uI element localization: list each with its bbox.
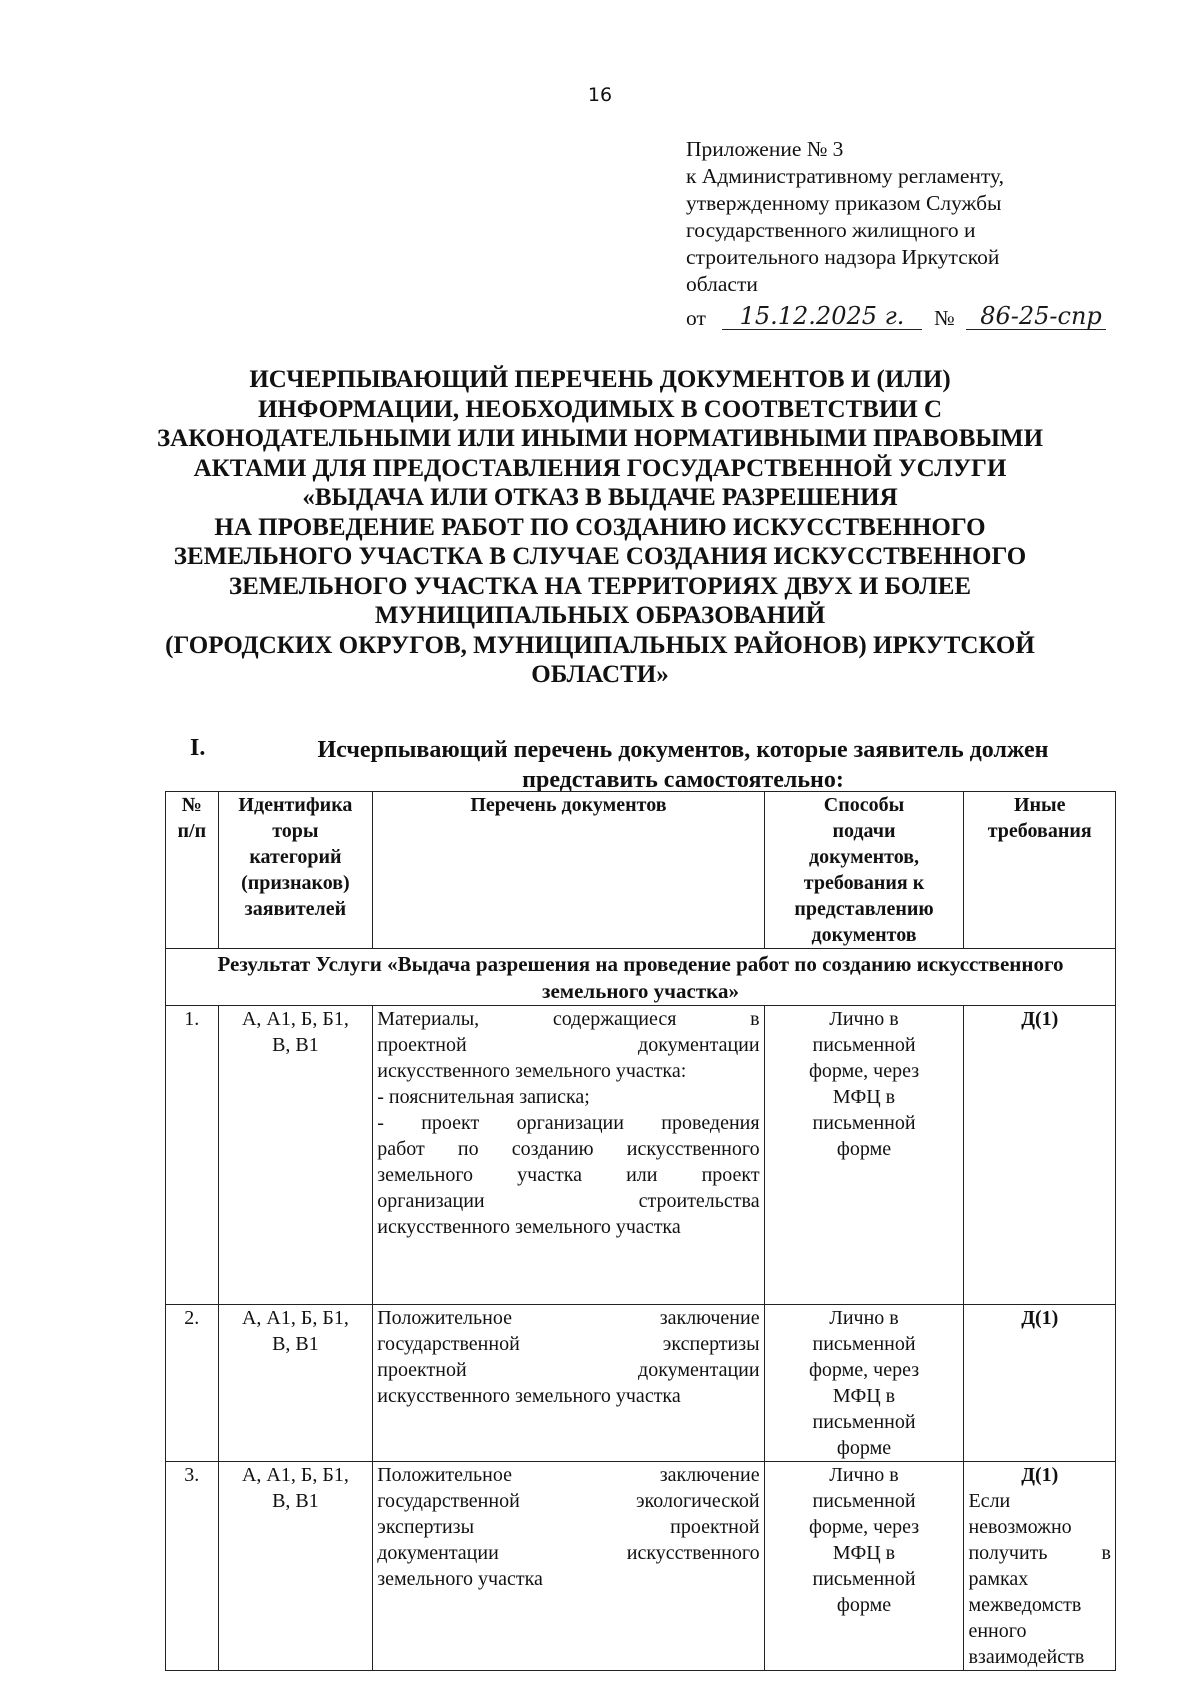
header-documents	[373, 792, 764, 949]
number-underline	[966, 329, 1106, 330]
header-line: Иные	[1013, 794, 1066, 816]
row-documents-cell	[373, 1462, 764, 1671]
title-line: ИНФОРМАЦИИ, НЕОБХОДИМЫХ В СООТВЕТСТВИИ С	[257, 395, 943, 423]
header-categories	[218, 792, 373, 949]
table-row	[166, 1006, 1116, 1305]
method-line: письменной	[812, 1112, 916, 1134]
header-line: заявителей	[244, 898, 347, 920]
header-methods	[764, 792, 964, 949]
header-line: документов	[811, 924, 917, 946]
document-line: искусственного земельного участка:	[377, 1060, 687, 1082]
row-requirements-cell	[964, 1462, 1116, 1671]
documents-table	[165, 791, 1116, 1671]
document-line: экспертизы проектной	[377, 1516, 760, 1538]
document-line: проектной документации	[377, 1359, 760, 1381]
section-title: Исчерпывающий перечень документов, которые заявитель должен представить самостоятельно:	[317, 737, 1049, 793]
row-categories-cell	[218, 1006, 373, 1305]
category-line: А, А1, Б, Б1,	[241, 1464, 349, 1486]
method-line: МФЦ в	[832, 1086, 896, 1108]
method-line: форме	[836, 1138, 892, 1160]
header-line: требования	[987, 820, 1092, 842]
row-requirements-cell	[964, 1305, 1116, 1462]
table-row	[166, 1305, 1116, 1462]
category-line: В, В1	[272, 1333, 319, 1355]
requirement-code: Д(1)	[1021, 1464, 1059, 1486]
title-line: АКТАМИ ДЛЯ ПРЕДОСТАВЛЕНИЯ ГОСУДАРСТВЕННОЙ УСЛУГИ	[193, 454, 1007, 482]
method-line: форме, через	[808, 1516, 920, 1538]
requirement-code: Д(1)	[1021, 1008, 1059, 1030]
document-line: - пояснительная записка;	[377, 1086, 590, 1108]
appendix-line: Приложение № 3	[686, 137, 844, 161]
method-line: письменной	[812, 1490, 916, 1512]
document-line: - проект организации проведения	[377, 1112, 760, 1134]
row-documents-cell	[373, 1006, 764, 1305]
appendix-line: области	[686, 272, 758, 296]
requirement-note-line: межведомств	[968, 1594, 1082, 1616]
title-line: НА ПРОВЕДЕНИЕ РАБОТ ПО СОЗДАНИЮ ИСКУССТВЕННОГО	[214, 513, 986, 541]
header-line: категорий	[249, 846, 342, 868]
document-line: проектной документации	[377, 1034, 760, 1056]
header-other-requirements	[964, 792, 1116, 949]
header-line: торы	[272, 820, 319, 842]
handwritten-order-number: 86-25-спр	[980, 302, 1102, 330]
header-line: Идентифика	[238, 794, 353, 816]
header-line: требования к	[803, 872, 925, 894]
category-line: В, В1	[272, 1490, 319, 1512]
header-num	[166, 792, 219, 949]
appendix-line: к Административному регламенту,	[686, 164, 1005, 188]
row-number-cell: 1.	[166, 1006, 219, 1305]
row-methods-cell	[764, 1006, 964, 1305]
title-line: ОБЛАСТИ»	[531, 661, 669, 688]
title-line: ИСЧЕРПЫВАЮЩИЙ ПЕРЕЧЕНЬ ДОКУМЕНТОВ И (ИЛИ)	[249, 366, 951, 393]
order-date-number-line	[686, 302, 1106, 336]
document-line: работ по созданию искусственного	[377, 1138, 760, 1160]
title-line: МУНИЦИПАЛЬНЫХ ОБРАЗОВАНИЙ	[374, 602, 826, 629]
row-methods-cell	[764, 1305, 964, 1462]
category-line: А, А1, Б, Б1,	[241, 1307, 349, 1329]
result-row	[166, 949, 1116, 1006]
document-line: Положительное заключение	[377, 1464, 760, 1486]
header-line: Перечень документов	[470, 794, 667, 816]
requirement-note-line: взаимодейств	[968, 1646, 1085, 1668]
row-requirements-cell	[964, 1006, 1116, 1305]
method-line: письменной	[812, 1034, 916, 1056]
requirement-code: Д(1)	[1021, 1307, 1059, 1329]
table-header-row	[166, 792, 1116, 949]
requirement-note-line: Если	[968, 1490, 1011, 1512]
table-row	[166, 1462, 1116, 1671]
category-line: В, В1	[272, 1034, 319, 1056]
from-label: от	[686, 306, 706, 330]
document-line: Материалы, содержащиеся в	[377, 1008, 760, 1030]
row-categories-cell	[218, 1305, 373, 1462]
row-categories-cell	[218, 1462, 373, 1671]
document-line: земельного участка	[377, 1568, 543, 1590]
date-underline	[722, 329, 922, 330]
title-line: ЗАКОНОДАТЕЛЬНЫМИ ИЛИ ИНЫМИ НОРМАТИВНЫМИ ПРАВОВЫМИ	[156, 425, 1044, 452]
page-number: 16	[587, 84, 613, 106]
method-line: форме	[836, 1594, 892, 1616]
appendix-line: утвержденному приказом Службы	[686, 191, 1002, 215]
method-line: письменной	[812, 1568, 916, 1590]
method-line: Лично в	[829, 1008, 899, 1030]
title-line: ЗЕМЕЛЬНОГО УЧАСТКА В СЛУЧАЕ СОЗДАНИЯ ИСКУССТВЕННОГО	[173, 543, 1027, 570]
document-line: искусственного земельного участка	[377, 1385, 681, 1407]
appendix-line: строительного надзора Иркутской	[686, 245, 1000, 269]
row-methods-cell	[764, 1462, 964, 1671]
header-line: №	[181, 794, 202, 816]
header-line: Способы	[823, 794, 905, 816]
requirement-note-line: невозможно	[968, 1516, 1072, 1538]
method-line: Лично в	[829, 1464, 899, 1486]
method-line: МФЦ в	[832, 1542, 896, 1564]
header-line: (признаков)	[241, 872, 350, 894]
header-line: документов,	[809, 846, 920, 868]
handwritten-date: 15.12.2025 г.	[739, 302, 905, 330]
section-number: I.	[190, 735, 206, 761]
requirement-note-line: получить в	[968, 1542, 1111, 1564]
document-line: земельного участка или проект	[377, 1164, 760, 1186]
row-number-cell: 2.	[166, 1305, 219, 1462]
document-line: государственной экспертизы	[377, 1333, 760, 1355]
result-cell: Результат Услуги «Выдача разрешения на проведение работ по созданию искусственного земельного участка»	[166, 949, 1116, 1006]
method-line: письменной	[812, 1411, 916, 1433]
document-line: Положительное заключение	[377, 1307, 760, 1329]
appendix-block	[686, 136, 1126, 298]
header-line: подачи	[832, 820, 896, 842]
header-line: п/п	[177, 820, 207, 842]
method-line: письменной	[812, 1333, 916, 1355]
document-line: документации искусственного	[377, 1542, 760, 1564]
appendix-line: государственного жилищного и	[686, 218, 976, 242]
requirement-note-line: рамках	[968, 1568, 1029, 1590]
document-line: государственной экологической	[377, 1490, 760, 1512]
method-line: форме	[836, 1437, 892, 1459]
title-line: (ГОРОДСКИХ ОКРУГОВ, МУНИЦИПАЛЬНЫХ РАЙОНОВ) ИРКУТСКОЙ	[165, 631, 1035, 659]
method-line: МФЦ в	[832, 1385, 896, 1407]
title-line: ЗЕМЕЛЬНОГО УЧАСТКА НА ТЕРРИТОРИЯХ ДВУХ И БОЛЕЕ	[228, 572, 972, 600]
method-line: форме, через	[808, 1359, 920, 1381]
title-line: «ВЫДАЧА ИЛИ ОТКАЗ В ВЫДАЧЕ РАЗРЕШЕНИЯ	[302, 484, 898, 511]
header-line: представлению	[794, 898, 934, 920]
requirement-note-line: енного	[968, 1620, 1027, 1642]
document-title	[120, 365, 1080, 690]
row-number-cell: 3.	[166, 1462, 219, 1671]
row-documents-cell	[373, 1305, 764, 1462]
document-line: искусственного земельного участка	[377, 1216, 681, 1238]
method-line: Лично в	[829, 1307, 899, 1329]
category-line: А, А1, Б, Б1,	[241, 1008, 349, 1030]
document-line: организации строительства	[377, 1190, 760, 1212]
number-label: №	[934, 306, 955, 330]
method-line: форме, через	[808, 1060, 920, 1082]
